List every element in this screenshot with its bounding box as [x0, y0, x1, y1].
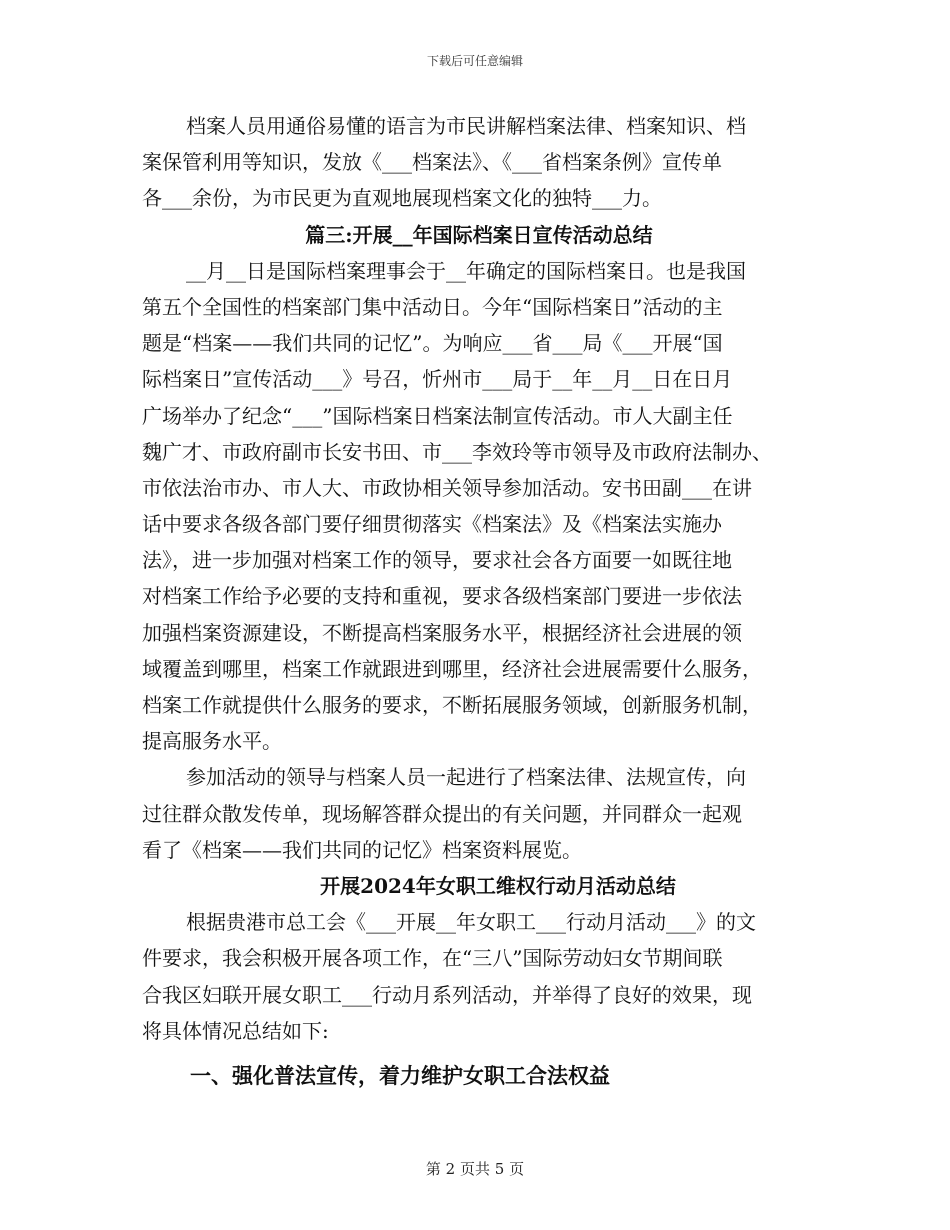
document-body [142, 108, 814, 1099]
text-line: 广场举办了纪念“___”国际档案日档案法制宣传活动。市人大副主任 [142, 403, 733, 428]
text-line: 将具体情况总结如下: [142, 1018, 329, 1043]
paragraph-1 [142, 108, 814, 217]
text-line: 题是“档案——我们共同的记忆”。为响应___省___局《___开展“国 [142, 331, 723, 356]
text-line: 加强档案资源建设，不断提高档案服务水平，根据经济社会进展的领 [142, 620, 742, 645]
text-line: 看了《档案——我们共同的记忆》档案资料展览。 [142, 837, 582, 862]
text-line: 话中要求各级各部门要仔细贯彻落实《档案法》及《档案法实施办 [142, 512, 722, 537]
text-line: 对档案工作给予必要的支持和重视，要求各级档案部门要进一步依法 [142, 584, 742, 609]
paragraph-2 [142, 253, 814, 760]
text-line: __月__日是国际档案理事会于__年确定的国际档案日。也是我国 [186, 258, 746, 283]
page-footer: 第 2 页共 5 页 [425, 1160, 525, 1178]
subsection-heading: 一、强化普法宣传，着力维护女职工合法权益 [190, 1062, 610, 1088]
text-line: 参加活动的领导与档案人员一起进行了档案法律、法规宣传，向 [186, 765, 746, 790]
text-line: 过往群众散发传单，现场解答群众提出的有关问题，并同群众一起观 [142, 801, 742, 826]
paragraph-3 [142, 759, 814, 868]
section-heading: 篇三:开展__年国际档案日宣传活动总结 [305, 222, 653, 247]
text-line: 合我区妇联开展女职工___行动月系列活动，并举得了良好的效果，现 [142, 982, 752, 1007]
text-line: 件要求，我会积极开展各项工作，在“三八”国际劳动妇女节期间联 [142, 946, 723, 971]
page-header: 下载后可任意编辑 [426, 54, 523, 68]
text-line: 案保管利用等知识，发放《___档案法》、《___省档案条例》宣传单 [142, 150, 722, 175]
text-line: 域覆盖到哪里，档案工作就跟进到哪里，经济社会进展需要什么服务， [142, 656, 762, 681]
text-line: 提高服务水平。 [142, 729, 282, 754]
article-title: 开展2024年女职工维权行动月活动总结 [320, 873, 676, 898]
text-line: 档案人员用通俗易懂的语言为市民讲解档案法律、档案知识、档 [186, 114, 746, 138]
text-line: 法》，进一步加强对档案工作的领导，要求社会各方面要一如既往地 [142, 548, 732, 573]
text-line: 根据贵港市总工会《___开展__年女职工___行动月活动___》的文 [186, 910, 756, 935]
text-line: 魏广才、市政府副市长安书田、市___李效玲等市领导及市政府法制办、 [142, 439, 772, 464]
text-line: 各___余份，为市民更为直观地展现档案文化的独特___力。 [142, 186, 662, 211]
text-line: 市依法治市办、市人大、市政协相关领导参加活动。安书田副___在讲 [142, 475, 752, 500]
text-line: 第五个全国性的档案部门集中活动日。今年“国际档案日”活动的主 [142, 294, 723, 319]
text-line: 际档案日”宣传活动___》号召，忻州市___局于__年__月__日在日月 [142, 367, 733, 392]
text-line: 档案工作就提供什么服务的要求，不断拓展服务领域，创新服务机制， [142, 693, 762, 717]
paragraph-4 [142, 904, 814, 1049]
